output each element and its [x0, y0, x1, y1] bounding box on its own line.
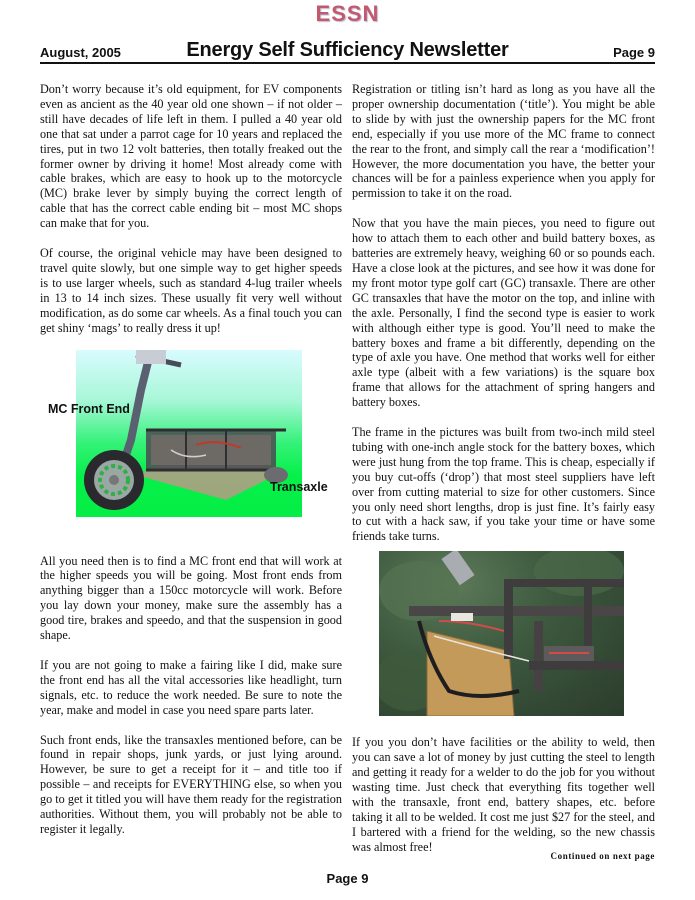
newsletter-title: Energy Self Sufficiency Newsletter: [186, 39, 509, 61]
paragraph: Don’t worry because it’s old equipment, for EV components even as ancient as the 40 year old one shown – if not older – still have decades of life left in them. I pulled a 40 year old one that sat under a parrot cage for 10 years and replaced the tires, put in two 12 volt batteries, then totally freaked out the former owner by driving it home! Most already come with cable brakes, which are easy to hook up to the motorcycle (MC) brake lever by simply buying the correct length of cable that has the correct cable ending bit – most MC shops can make that for you.: [40, 82, 342, 231]
page-header: [40, 38, 655, 64]
paragraph: Now that you have the main pieces, you need to figure out how to attach them to each other and build battery boxes, as batteries are extremely heavy, weighing 60 or so pounds each. Have a close look at the pictures, and see how it was done for my front motor type golf cart (GC) transaxle. There are other GC transaxles that have the motor on the top, and inline with the axle. Personally, I find the second type is easier to work with although either type is good. You’ll need to make the battery boxes and frame a bit differently, depending on the type of axle you have. One method that works well for either axle type (albeit with a few variations) is the square box frame that allows for the attachment of spring hangers and battery boxes.: [352, 216, 655, 410]
paragraph: If you you don’t have facilities or the ability to weld, then you can save a lot of money by just cutting the steel to length and getting it ready for a welder to do the job for you without wasting time. Just check that everything fits together well with the transaxle, front end, battery shapes, etc. before taking it all to be welded. It cost me just $27 for the steel, and I bartered with a friend for the welding, so the new chassis was almost free!: [352, 735, 655, 854]
right-column: [352, 82, 655, 870]
paragraph: All you need then is to find a MC front end that will work at the higher speeds you will be going. Most front ends from anything bigger than a 150cc motorcycle will work. Before you lay down your money, make sure the assembly has a good tire, brakes and speedo, and that the suspension in good shape.: [40, 553, 342, 643]
paragraph: Registration or titling isn’t hard as long as you have all the proper ownership documentation (‘title’). You might be able to slide by with just the ownership papers for the MC front end, especially if you use more of the MC frame to connect the rear to the front, and simply call the rear a ‘modification’! However, the more documentation you have, the better your chances will be for a painless experience when you apply for permission to take it on the road.: [352, 82, 655, 201]
label-mc-front-end: MC Front End: [48, 402, 130, 416]
footer-page-number: Page 9: [326, 871, 369, 886]
masthead: [0, 2, 695, 26]
header-page-number: Page 9: [613, 45, 655, 60]
chassis-frame-illustration: [379, 551, 624, 716]
issue-date: August, 2005: [40, 45, 121, 60]
label-transaxle: Transaxle: [270, 480, 328, 494]
paragraph: The frame in the pictures was built from two-inch mild steel tubing with one-inch angle stock for the battery boxes, which were just hung from the top frame. This is cheap, especially if you buy cut-offs (‘drop’) that most steel suppliers have left over from cutting material to size for other customers. Since you only need short lengths, drop is just fine. It’s fairly easy to cut with a hack saw, if you take your time or have some friends take turns.: [352, 425, 655, 544]
paragraph: If you are not going to make a fairing like I did, make sure the front end has all the vital accessories like headlight, turn signals, etc. to reduce the work needed. Be sure to note the year, make and model in case you need spare parts later.: [40, 657, 342, 717]
ev-scooter-photo: [76, 350, 302, 517]
paragraph: Of course, the original vehicle may have been designed to travel quite slowly, but one simple way to get higher speeds is to use larger wheels, such as standard 4-lug trailer wheels in 13 to 14 inch sizes. These usually fit very well without modification, as do some car wheels. As a final touch you can get shiny ‘mags’ to really dress it up!: [40, 246, 342, 335]
newsletter-logo: ESSN: [315, 1, 380, 26]
chassis-frame-photo: [379, 551, 624, 716]
paragraph: Such front ends, like the transaxles mentioned before, can be found in repair shops, junk yards, or just lying around. However, be sure to get a receipt for it – and title too if possible – and receipts for EVERYTHING else, so when you go to get it titled you will have them ready for the registration authorities. Without them, you will probably not be able to register it legally.: [40, 732, 342, 836]
continued-on-next-page: Continued on next page: [550, 851, 655, 861]
ev-chassis-illustration: [76, 350, 302, 517]
